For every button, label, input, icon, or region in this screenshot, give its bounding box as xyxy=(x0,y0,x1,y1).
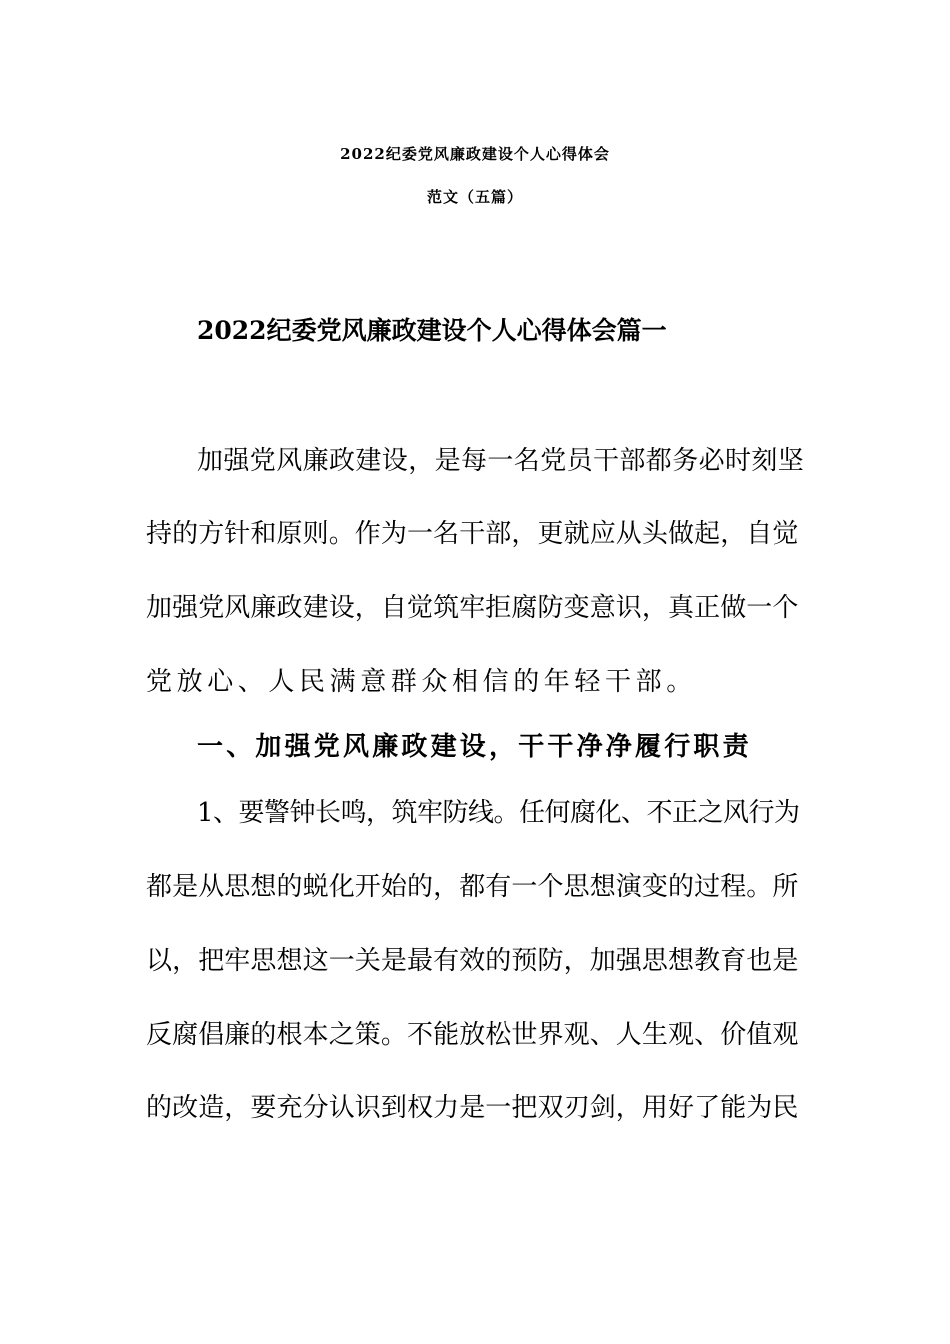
paragraph-line: 都是从思想的蜕化开始的，都有一个思想演变的过程。所 xyxy=(146,872,799,902)
paragraph-line: 加强党风廉政建设，自觉筑牢拒腐防变意识，真正做一个 xyxy=(146,593,799,623)
paragraph-line: 党放心、人民满意群众相信的年轻干部。 xyxy=(146,667,697,697)
point-heading: 一、加强党风廉政建设，干干净净履行职责 xyxy=(197,732,752,762)
paragraph-line: 持的方针和原则。作为一名干部，更就应从头做起，自觉 xyxy=(146,519,799,549)
paragraph-line: 反腐倡廉的根本之策。不能放松世界观、人生观、价值观 xyxy=(146,1020,799,1050)
paragraph-line: 的改造，要充分认识到权力是一把双刃剑，用好了能为民 xyxy=(146,1093,799,1123)
document-title-line-1: 2022纪委党风廉政建设个人心得体会 xyxy=(340,145,610,163)
section-heading: 2022纪委党风廉政建设个人心得体会篇一 xyxy=(197,316,667,345)
paragraph-line: 以，把牢思想这一关是最有效的预防，加强思想教育也是 xyxy=(146,946,799,976)
paragraph-line: 1、要警钟长鸣，筑牢防线。任何腐化、不正之风行为 xyxy=(197,798,800,828)
document-title-line-2: 范文（五篇） xyxy=(426,188,523,206)
paragraph-line: 加强党风廉政建设，是每一名党员干部都务必时刻坚 xyxy=(197,446,805,476)
